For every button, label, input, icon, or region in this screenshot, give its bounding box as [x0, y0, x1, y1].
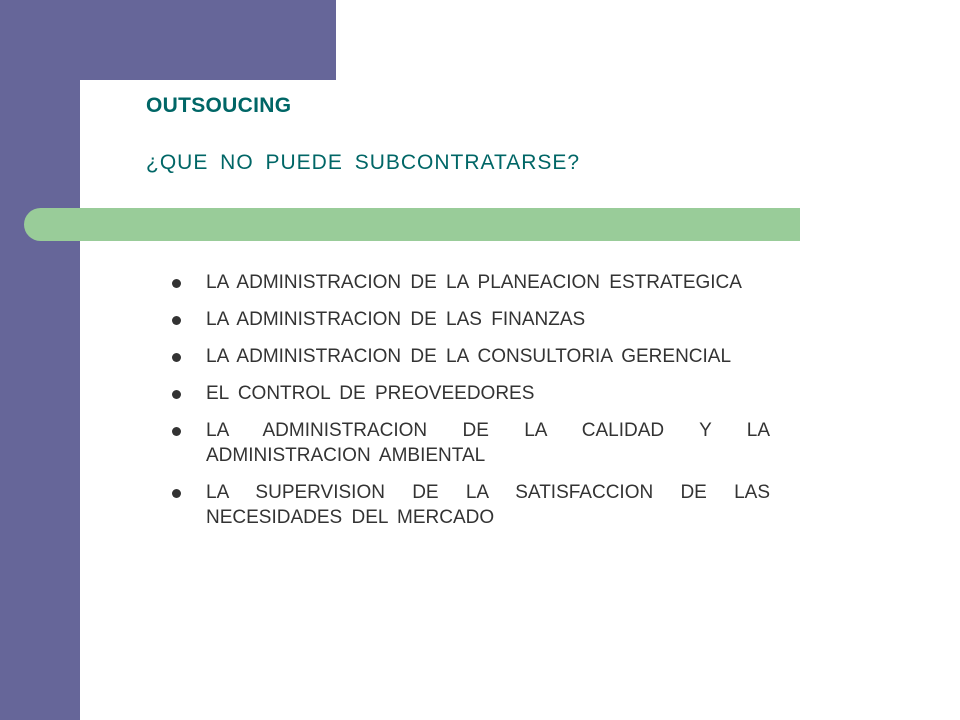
bullet-list — [170, 270, 770, 542]
bullet-text: EL CONTROL DE PREOVEEDORES — [206, 383, 535, 404]
top-decor-band — [80, 0, 336, 80]
slide-title: OUTSOUCING — [146, 94, 292, 117]
list-item — [170, 344, 770, 369]
list-item — [170, 270, 770, 295]
bullet-dot-icon — [172, 316, 181, 325]
bullet-text: LA ADMINISTRACION DE LA CONSULTORIA GERENCIAL — [206, 346, 732, 367]
bullet-dot-icon — [172, 279, 181, 288]
bullet-dot-icon — [172, 489, 181, 498]
slide-subtitle: ¿QUE NO PUEDE SUBCONTRATARSE? — [146, 151, 581, 174]
accent-bar — [24, 208, 800, 241]
list-item — [170, 307, 770, 332]
list-item — [170, 480, 770, 530]
bullet-dot-icon — [172, 427, 181, 436]
bullet-text: LA ADMINISTRACION DE LA PLANEACION ESTRATEGICA — [206, 272, 742, 293]
list-item — [170, 381, 770, 406]
bullet-text: LA SUPERVISION DE LA SATISFACCION DE LAS NECESIDADES DEL MERCADO — [206, 482, 770, 528]
list-item — [170, 418, 770, 468]
left-decor-band — [0, 0, 80, 720]
bullet-dot-icon — [172, 353, 181, 362]
bullet-dot-icon — [172, 390, 181, 399]
bullet-text: LA ADMINISTRACION DE LAS FINANZAS — [206, 309, 586, 330]
bullet-text: LA ADMINISTRACION DE LA CALIDAD Y LA ADMINISTRACION AMBIENTAL — [206, 420, 770, 466]
